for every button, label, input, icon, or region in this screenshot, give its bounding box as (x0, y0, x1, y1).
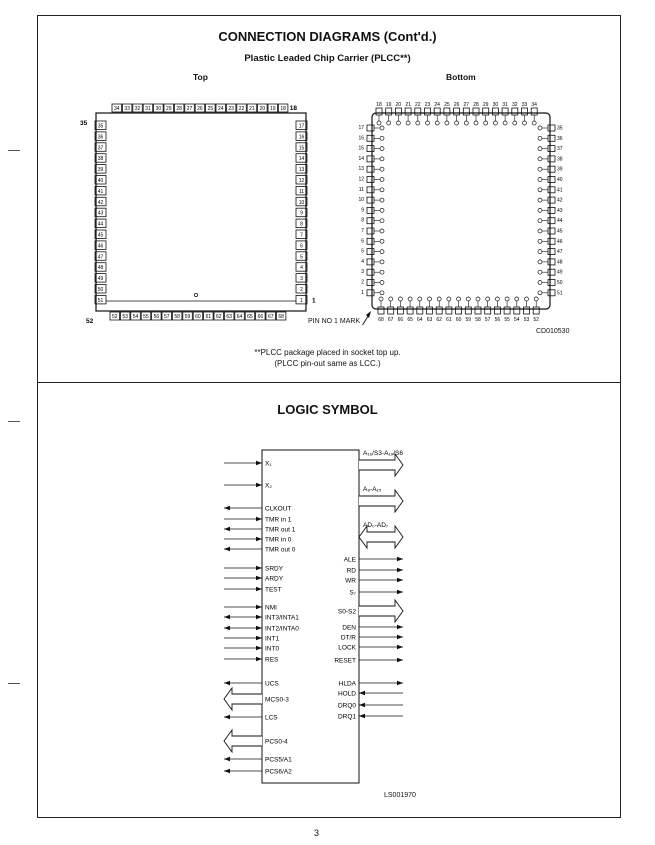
pin-number: 21 (405, 102, 411, 108)
arrowhead (397, 658, 403, 663)
pin-number: 5 (300, 254, 303, 261)
arrowhead (224, 527, 230, 532)
pin-number: 31 (145, 106, 151, 112)
pin-number: 6 (361, 238, 364, 245)
pin-number: 63 (426, 317, 433, 323)
pin-number: 8 (361, 217, 364, 224)
pin-number: 56 (153, 314, 160, 320)
arrowhead (359, 703, 365, 708)
pin-number: 10 (298, 199, 305, 206)
pin-number: 67 (387, 317, 394, 323)
pin-label: ARDY (265, 575, 284, 583)
pin-label: DT/R (340, 634, 356, 642)
pin-number: 28 (473, 102, 479, 108)
pin-number: 40 (557, 177, 563, 183)
pin-number: 33 (521, 102, 528, 108)
pin-number: 47 (557, 249, 563, 256)
pin-label: S₇ (349, 589, 356, 597)
pin-number: 42 (97, 199, 104, 206)
pin-number: 9 (300, 210, 303, 217)
arrowhead (224, 769, 230, 774)
pin-label: A₈-A₁₅ (363, 486, 382, 493)
bus-arrow (224, 688, 262, 710)
pin-number: 42 (557, 197, 563, 204)
pin-number: 63 (226, 314, 232, 320)
pin-label: TEST (265, 586, 282, 594)
pin-label: PCS0-4 (265, 738, 288, 746)
pin-number: 16 (298, 134, 305, 141)
pin-label: PCS5/A1 (265, 756, 292, 764)
pin-number: 6 (300, 243, 303, 250)
pin-number: 38 (97, 156, 104, 163)
pin-number: 54 (132, 314, 139, 320)
pin-number: 13 (298, 167, 305, 174)
pin-number: 3 (361, 269, 364, 276)
arrowhead (256, 626, 262, 631)
pin-number: 51 (97, 297, 104, 304)
pin-label: TMR out 0 (265, 546, 296, 554)
plcc-note-line1: **PLCC package placed in socket top up. (254, 348, 401, 357)
pin-number: 39 (97, 167, 104, 174)
arrowhead (397, 557, 403, 562)
pin-number: 24 (434, 102, 440, 108)
pin-number: 19 (385, 102, 392, 108)
arrowhead (224, 615, 230, 620)
pin-label: S0-S2 (337, 608, 356, 616)
pin-number: 50 (97, 287, 104, 293)
pin-number: 66 (257, 314, 264, 320)
pin-number: 34 (113, 106, 120, 112)
pin-number: 19 (269, 106, 276, 112)
pin-label: INT2/INTA0 (265, 625, 299, 633)
pin-number: 35 (557, 125, 563, 132)
pin-number: 20 (259, 106, 266, 112)
arrowhead (256, 615, 262, 620)
pin-number: 32 (512, 102, 518, 108)
pin-label: INT1 (265, 635, 280, 643)
pin-label: DEN (342, 624, 356, 632)
pin-number: 32 (134, 106, 141, 112)
pin-number: 44 (97, 221, 104, 228)
pin-number: 64 (236, 314, 243, 320)
pin-number: 46 (557, 238, 563, 245)
pin-number: 14 (298, 156, 305, 163)
pin-label: DRQ1 (337, 713, 356, 721)
pin-number: 41 (97, 188, 104, 195)
arrowhead (256, 605, 262, 610)
pin-number: 60 (455, 317, 462, 323)
pin-number: 26 (453, 102, 460, 108)
pin-number: 2 (300, 287, 303, 293)
connection-title: CONNECTION DIAGRAMS (Cont'd.) (218, 29, 437, 44)
pin-number: 31 (502, 102, 508, 108)
pin-number: 49 (557, 269, 563, 276)
pin-label: TMR in 1 (265, 516, 292, 524)
arrowhead (256, 657, 262, 662)
pin-label: HOLD (337, 690, 356, 698)
pin-number: 15 (358, 145, 364, 152)
pin-number: 3 (300, 276, 303, 283)
pin-number: 8 (300, 221, 303, 228)
logic-drawing-code: LS001970 (384, 792, 416, 799)
pin-number: 56 (494, 317, 501, 323)
corner-pin-label: 18 (289, 105, 298, 112)
pin-number: 45 (557, 228, 563, 235)
pin-number: 58 (475, 317, 481, 323)
arrowhead (256, 576, 262, 581)
corner-pin-label: 52 (86, 318, 94, 325)
pin-number: 18 (376, 102, 382, 108)
pin-number: 61 (446, 317, 452, 323)
pin-number: 53 (523, 317, 530, 323)
plcc-note-line2: (PLCC pin-out same as LCC.) (274, 359, 381, 368)
pin-label: X₁ (265, 460, 272, 468)
pin-number: 55 (504, 317, 510, 323)
pin-number: 12 (298, 178, 305, 184)
bus-arrow (359, 526, 403, 548)
pin-number: 30 (155, 106, 162, 112)
pin-number: 11 (298, 188, 305, 195)
pin-number: 12 (358, 176, 364, 183)
arrowhead (397, 625, 403, 630)
pin-number: 51 (557, 290, 563, 297)
arrowhead (224, 626, 230, 631)
pin-number: 17 (358, 125, 364, 131)
pin-number: 40 (97, 178, 104, 184)
pin-number: 48 (557, 259, 563, 266)
pin-number: 21 (249, 106, 255, 112)
pin-label: SRDY (265, 565, 284, 573)
bottom-view-label: Bottom (446, 72, 476, 82)
pin-number: 23 (424, 102, 431, 108)
page-number: 3 (314, 828, 320, 838)
pin-number: 29 (165, 106, 172, 112)
arrowhead (224, 757, 230, 762)
arrowhead (359, 691, 365, 696)
pin-number: 4 (300, 265, 303, 272)
pin-number: 24 (217, 106, 224, 112)
arrowhead (397, 590, 403, 595)
pin-number: 36 (97, 134, 104, 141)
pin-label: TMR in 0 (265, 536, 292, 544)
pin-label: RES (265, 656, 279, 664)
pin-number: 2 (361, 279, 364, 286)
bus-arrow (359, 454, 403, 476)
connection-drawing-code: CD010530 (536, 328, 570, 335)
pin-number: 65 (407, 317, 413, 323)
pin-number: 66 (397, 317, 404, 323)
pin-number: 45 (97, 232, 104, 239)
pin-number: 26 (197, 106, 203, 112)
arrowhead (256, 461, 262, 466)
pin-number: 41 (557, 187, 563, 194)
pin-number: 65 (247, 314, 253, 320)
pin-label: DRQ0 (337, 702, 356, 710)
pin-number: 61 (205, 314, 212, 320)
pin-number: 48 (97, 265, 104, 272)
corner-pin-label: 1 (312, 297, 316, 305)
pin-number: 52 (533, 317, 539, 323)
pin-number: 46 (97, 243, 104, 250)
pin-number: 22 (238, 106, 245, 112)
pin-number: 11 (358, 186, 364, 193)
top-view-label: Top (193, 72, 208, 82)
pin-number: 59 (184, 314, 191, 320)
pin-number: 34 (531, 102, 537, 108)
pin-label: AD₀-AD₇ (363, 522, 389, 529)
pin-number: 50 (557, 280, 563, 286)
arrowhead (224, 547, 230, 552)
pin-number: 43 (557, 207, 563, 214)
arrowhead (397, 578, 403, 583)
arrowhead (256, 517, 262, 522)
pin-number: 37 (557, 146, 563, 153)
arrowhead (397, 645, 403, 650)
pin-number: 59 (465, 317, 472, 323)
pin-number: 53 (122, 314, 128, 320)
pin-number: 39 (557, 166, 563, 173)
pin-number: 25 (444, 102, 450, 108)
connection-subtitle: Plastic Leaded Chip Carrier (PLCC**) (244, 53, 411, 64)
pin-label: PCS6/A2 (265, 768, 292, 776)
arrowhead (256, 566, 262, 571)
pin-number: 4 (361, 258, 364, 265)
pin-number: 68 (378, 317, 384, 323)
pin-label: NMI (265, 604, 277, 612)
pin-number: 15 (298, 145, 305, 152)
arrowhead (224, 506, 230, 511)
pin-label: HLDA (338, 680, 356, 688)
pin-number: 29 (482, 102, 489, 108)
pin-number: 55 (143, 314, 149, 320)
bus-arrow (359, 600, 403, 622)
pin-number: 23 (228, 106, 234, 112)
pin-label: LCS (265, 714, 278, 722)
pin-label: TMR out 1 (265, 526, 296, 534)
pin1-mark-label: PIN NO 1 MARK (308, 318, 361, 325)
pin-number: 52 (111, 314, 118, 320)
pin-number: 10 (358, 197, 364, 204)
pin-label: INT0 (265, 645, 280, 653)
pin-number: 47 (97, 254, 104, 261)
arrowhead (397, 635, 403, 640)
arrowhead (256, 483, 262, 488)
pin-number: 37 (97, 145, 104, 152)
arrowhead (359, 714, 365, 719)
pin-number: 14 (358, 155, 364, 162)
arrowhead (256, 636, 262, 641)
bus-arrow (224, 730, 262, 752)
pin-label: RESET (334, 657, 356, 665)
pin-number: 1 (300, 297, 303, 304)
pin-number: 64 (417, 317, 423, 323)
corner-pin-label: 35 (80, 120, 88, 127)
pin-label: MCS0-3 (265, 696, 289, 704)
pin-number: 25 (207, 106, 214, 112)
pin-label: A₁₆/S3-A₁₉/S6 (363, 450, 403, 457)
pin-number: 28 (176, 106, 182, 112)
pin-number: 27 (186, 106, 193, 112)
pin-number: 36 (557, 135, 563, 142)
arrowhead (224, 681, 230, 686)
pin-number: 38 (557, 156, 563, 163)
arrowhead (224, 715, 230, 720)
pin-number: 62 (436, 317, 442, 323)
arrowhead (256, 587, 262, 592)
pin-label: INT3/INTA1 (265, 614, 299, 622)
pin-label: ALE (343, 556, 356, 564)
pin-number: 33 (124, 106, 130, 112)
pin-number: 1 (361, 289, 364, 296)
arrowhead (397, 568, 403, 573)
pin-number: 57 (484, 317, 491, 323)
pin-number: 54 (514, 317, 520, 323)
pin-number: 35 (97, 123, 104, 130)
pin-label: CLKOUT (265, 505, 292, 513)
logic-title: LOGIC SYMBOL (277, 402, 378, 417)
pin-number: 44 (557, 218, 563, 225)
pin-number: 7 (300, 232, 303, 239)
pin-number: 5 (361, 248, 364, 255)
pin-label: LOCK (338, 644, 356, 652)
arrowhead (256, 646, 262, 651)
pin-number: 16 (358, 135, 364, 142)
pin-number: 67 (267, 314, 274, 320)
pin-number: 22 (415, 102, 421, 108)
pin-number: 30 (492, 102, 499, 108)
pin-number: 13 (358, 166, 364, 173)
pin-label: WR (345, 577, 356, 585)
pin-number: 9 (361, 207, 364, 214)
arrowhead (397, 681, 403, 686)
pin-number: 17 (298, 123, 305, 130)
pin-label: X₂ (265, 482, 272, 490)
pin-number: 58 (174, 314, 180, 320)
pin-number: 49 (97, 276, 104, 283)
pin-number: 7 (361, 228, 364, 234)
pin-number: 60 (195, 314, 201, 320)
pin-label: RD (346, 567, 356, 575)
pin-number: 57 (163, 314, 170, 320)
pin-number: 43 (97, 210, 104, 217)
pin-number: 62 (215, 314, 222, 320)
pin-number: 20 (395, 102, 402, 108)
pin-number: 68 (278, 314, 284, 320)
arrowhead (256, 537, 262, 542)
pin-number: 18 (280, 106, 286, 112)
bus-arrow (359, 490, 403, 512)
pin-number: 27 (463, 102, 470, 108)
pin-label: UCS (265, 680, 279, 688)
